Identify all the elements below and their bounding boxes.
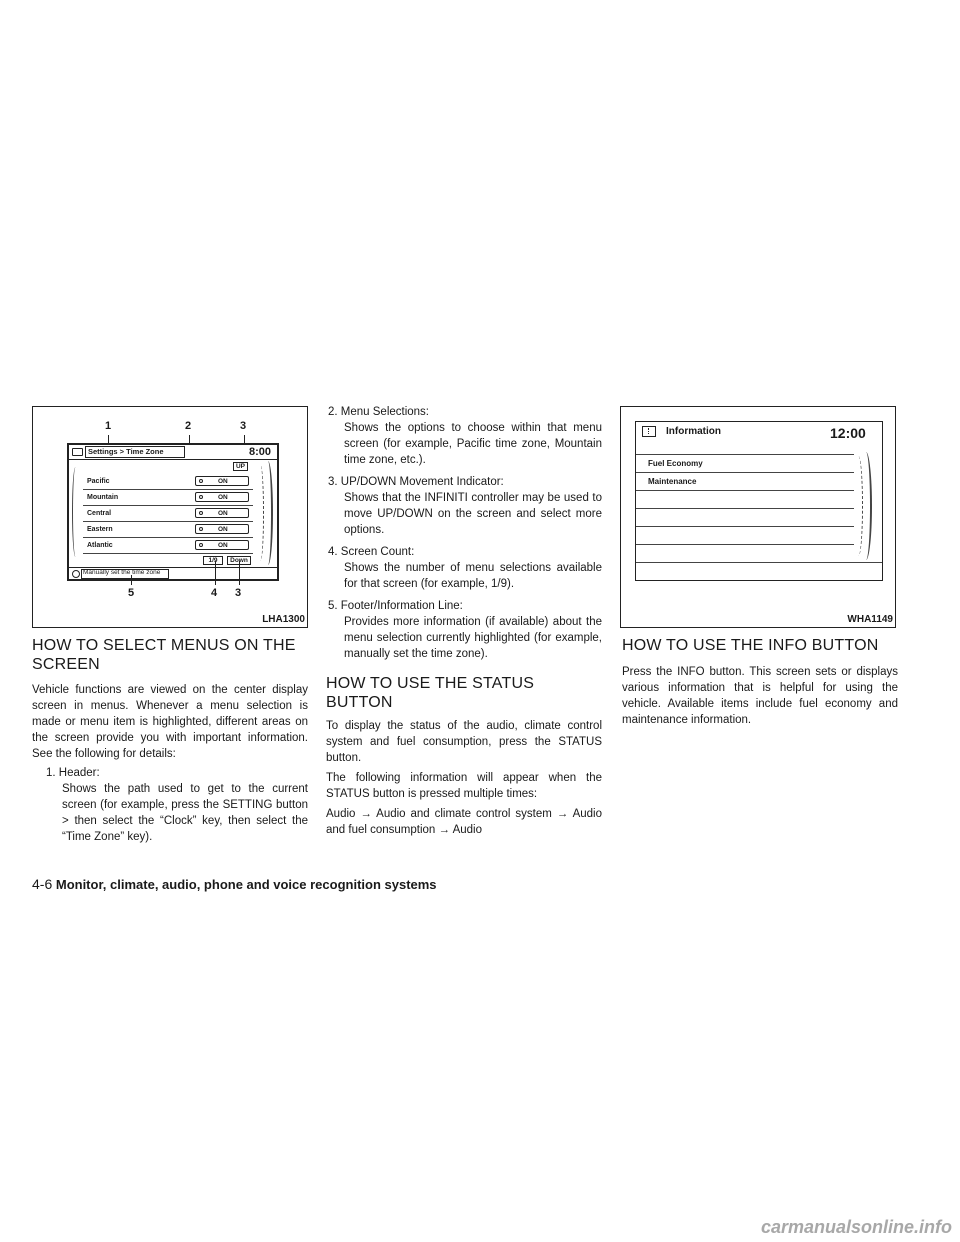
- scroll-rail-right: [263, 461, 273, 565]
- heading-info-button: HOW TO USE THE INFO BUTTON: [622, 637, 879, 654]
- list-label-up-down: 3. UP/DOWN Movement Indicator:: [328, 476, 504, 488]
- list-label-footer: 5. Footer/Information Line:: [328, 600, 463, 612]
- info-title: Information: [666, 426, 721, 437]
- list-desc-up-down: Shows that the INFINITI controller may be used to move UP/DOWN on the screen and select more options.: [344, 492, 602, 536]
- callout-5: 5: [128, 587, 135, 599]
- scroll-rail-left: [72, 467, 79, 557]
- row-divider: [636, 472, 854, 473]
- row-divider: [636, 562, 882, 563]
- chapter-title: Monitor, climate, audio, phone and voice recognition systems: [55, 877, 437, 892]
- list-desc-screen-count: Shows the number of menu selections available for that screen (for example, 1/9).: [344, 562, 602, 590]
- watermark: [761, 1217, 952, 1238]
- heading-select-menus: HOW TO SELECT MENUS ON THE SCREEN: [32, 637, 296, 673]
- radio-icon: [199, 543, 203, 547]
- up-indicator: UP: [233, 462, 248, 471]
- on-label: ON: [218, 526, 228, 533]
- info-paragraph: Press the INFO button. This screen sets or displays various information that is helpful for using the vehicle. Available items include fuel economy and maintenance information.: [622, 666, 898, 726]
- on-label: ON: [218, 494, 228, 501]
- list-desc-footer: Provides more information (if available) about the menu selection currently highlighted (for example, manually set the time zone).: [344, 616, 602, 660]
- menu-icon: [72, 448, 83, 456]
- menu-item-atlantic: Atlantic: [87, 542, 113, 549]
- on-button-atlantic: [195, 540, 249, 550]
- row-divider: [83, 505, 253, 506]
- watermark-text: carmanualsonline.info: [760, 1217, 952, 1237]
- row-divider: [83, 553, 253, 554]
- list-label-header: 1. Header:: [46, 767, 100, 779]
- screen-display: [67, 443, 279, 581]
- status-paragraph-1: To display the status of the audio, climate control system and fuel consumption, press the STATUS button.: [326, 720, 602, 764]
- leader-line-3-bottom: [239, 561, 240, 585]
- row-divider: [636, 490, 854, 491]
- radio-icon: [199, 527, 203, 531]
- leader-line-4: [215, 561, 216, 585]
- clock-time: 8:00: [249, 446, 272, 458]
- footer-text: Manually set the time zone: [83, 569, 161, 576]
- on-label: ON: [218, 510, 228, 517]
- callout-2: 2: [185, 420, 192, 432]
- radio-icon: [199, 495, 203, 499]
- callout-3-top: 3: [240, 420, 247, 432]
- footer-bar: [69, 567, 277, 580]
- menu-item-eastern: Eastern: [87, 526, 113, 533]
- row-divider: [83, 537, 253, 538]
- info-header-bar: [636, 422, 882, 442]
- row-divider: [83, 521, 253, 522]
- on-button-eastern: [195, 524, 249, 534]
- screen-count: 1/9: [203, 556, 223, 565]
- on-label: ON: [218, 542, 228, 549]
- menu-item-mountain: Mountain: [87, 494, 119, 501]
- menu-item-central: Central: [87, 510, 112, 517]
- list-desc-menu-selections: Shows the options to choose within that menu screen (for example, Pacific time zone, Mountain time zone, etc.).: [344, 422, 602, 466]
- down-indicator: Down: [227, 556, 251, 565]
- row-divider: [636, 508, 854, 509]
- row-divider: [636, 526, 854, 527]
- on-button-mountain: [195, 492, 249, 502]
- info-screen-display: [635, 421, 883, 581]
- header-bar: [69, 445, 277, 460]
- status-paragraph-2: The following information will appear when the STATUS button is pressed multiple times:: [326, 772, 602, 800]
- figure-label: LHA1300: [262, 614, 305, 625]
- scroll-rail-right-inner: [257, 465, 264, 561]
- on-button-pacific: [195, 476, 249, 486]
- intro-paragraph: Vehicle functions are viewed on the center display screen in menus. Whenever a menu selection is made or menu item is highlighted, different areas on the screen provide you with important information. See the following for details:: [32, 684, 308, 760]
- radio-icon: [199, 479, 203, 483]
- header-path: Settings > Time Zone: [88, 447, 164, 456]
- menu-item-pacific: Pacific: [87, 478, 110, 485]
- list-label-menu-selections: 2. Menu Selections:: [328, 406, 430, 418]
- page-footer: [32, 876, 437, 892]
- menu-icon-dot: [648, 428, 650, 434]
- info-item-maintenance: Maintenance: [648, 477, 697, 486]
- callout-4: 4: [211, 587, 218, 599]
- list-label-screen-count: 4. Screen Count:: [328, 546, 415, 558]
- figure-time-zone-screen: [32, 406, 308, 628]
- leader-line-5: [131, 575, 132, 585]
- figure-information-screen: [620, 406, 896, 628]
- info-item-fuel-economy: Fuel Economy: [648, 459, 703, 468]
- list-desc-header: Shows the path used to get to the current screen (for example, press the SETTING button > then select the “Clock” key, then select the “Time Zone” key).: [62, 783, 308, 843]
- on-label: ON: [218, 478, 228, 485]
- row-divider: [636, 544, 854, 545]
- callout-3-bottom: 3: [235, 587, 242, 599]
- page-number: 4-6: [32, 876, 53, 892]
- row-divider: [83, 489, 253, 490]
- scroll-rail-right-inner: [854, 456, 863, 556]
- callout-1: 1: [105, 420, 112, 432]
- figure-label: WHA1149: [847, 614, 893, 625]
- on-button-central: [195, 508, 249, 518]
- radio-icon: [199, 511, 203, 515]
- heading-status-button: HOW TO USE THE STATUS BUTTON: [326, 675, 535, 711]
- info-clock: 12:00: [830, 425, 866, 441]
- info-icon: [72, 570, 80, 578]
- row-divider: [636, 454, 854, 455]
- status-paragraph-3: Audio → Audio and climate control system → Audio and fuel consumption → Audio: [326, 808, 602, 836]
